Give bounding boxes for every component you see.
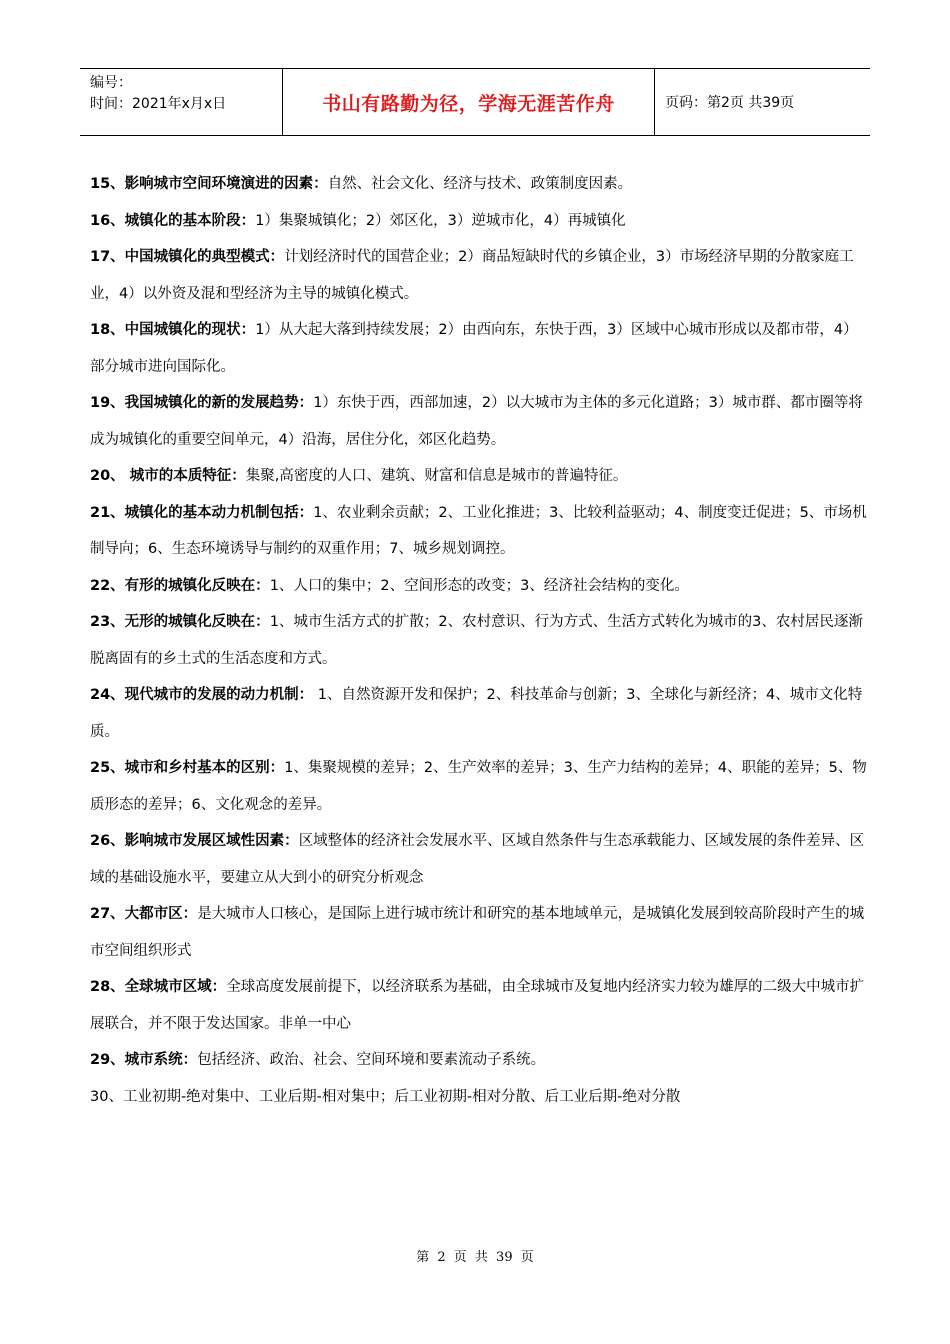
motto-text: 书山有路勤为径，学海无涯苦作舟 <box>322 92 615 115</box>
header-motto-cell <box>282 69 655 135</box>
item-heading: 22、有形的城镇化反映在： <box>90 577 270 594</box>
list-item <box>90 969 870 1042</box>
item-heading: 29、城市系统： <box>90 1052 198 1068</box>
item-heading: 16、城镇化的基本阶段： <box>90 212 256 229</box>
item-heading: 26、影响城市发展区域性因素： <box>90 833 299 849</box>
document-body <box>90 166 870 1115</box>
item-heading: 15、影响城市空间环境演进的因素： <box>90 176 328 192</box>
item-text: 30、工业初期-绝对集中、工业后期-相对集中；后工业初期-相对分散、后工业后期-绝对分散 <box>90 1088 681 1105</box>
item-heading: 24、现代城市的发展的动力机制： <box>90 687 314 703</box>
header-left-cell <box>80 69 282 135</box>
list-item <box>90 604 870 677</box>
item-text: 1）集聚城镇化；2）郊区化，3）逆城市化，4）再城镇化 <box>255 212 626 229</box>
item-text: 1）从大起大落到持续发展；2）由西向东，东快于西，3）区域中心城市形成以及都市带，4）部分城市进向国际化。 <box>90 322 858 375</box>
item-heading: 27、大都市区： <box>90 906 198 922</box>
item-heading: 19、我国城镇化的新的发展趋势： <box>90 395 314 411</box>
item-heading: 18、中国城镇化的现状： <box>90 322 256 338</box>
item-text: 1、集聚规模的差异；2、生产效率的差异；3、生产力结构的差异；4、职能的差异；5、物质形态的差异；6、文化观念的差异。 <box>90 760 867 813</box>
list-item <box>90 495 870 568</box>
item-text: 1、农业剩余贡献；2、工业化推进；3、比较利益驱动；4、制度变迁促进；5、市场机制导向；6、生态环境诱导与制约的双重作用；7、城乡规划调控。 <box>90 504 867 557</box>
item-text: 是大城市人口核心，是国际上进行城市统计和研究的基本地域单元，是城镇化发展到较高阶段时产生的城市空间组织形式 <box>90 906 865 959</box>
list-item <box>90 239 870 312</box>
list-item <box>90 750 870 823</box>
item-text: 集聚,高密度的人口、建筑、财富和信息是城市的普遍特征。 <box>245 468 628 484</box>
list-item <box>90 1079 870 1116</box>
footer-page-number: 第 2 页 共 39 页 <box>416 1250 534 1265</box>
item-heading: 28、全球城市区域： <box>90 979 227 995</box>
list-item <box>90 203 870 240</box>
item-text: 区域整体的经济社会发展水平、区域自然条件与生态承载能力、区域发展的条件差异、区域的基础设施水平，要建立从大到小的研究分析观念 <box>90 833 865 886</box>
item-heading: 21、城镇化的基本动力机制包括： <box>90 504 314 521</box>
item-text: 计划经济时代的国营企业；2）商品短缺时代的乡镇企业，3）市场经济早期的分散家庭工业，4）以外资及混和型经济为主导的城镇化模式。 <box>90 249 854 302</box>
item-heading: 17、中国城镇化的典型模式： <box>90 249 285 265</box>
item-text: 自然、社会文化、经济与技术、政策制度因素。 <box>327 176 633 192</box>
item-text: 1、自然资源开发和保护；2、科技革命与创新；3、全球化与新经济；4、城市文化特质。 <box>90 687 863 740</box>
list-item <box>90 166 870 203</box>
list-item <box>90 1042 870 1079</box>
serial-label: 编号： <box>90 75 132 91</box>
list-item <box>90 458 870 495</box>
item-heading: 25、城市和乡村基本的区别： <box>90 760 285 776</box>
list-item <box>90 896 870 969</box>
header-page-cell <box>655 69 870 135</box>
page-info: 页码：第2页 共39页 <box>665 95 795 111</box>
list-item <box>90 823 870 896</box>
item-text: 1、城市生活方式的扩散；2、农村意识、行为方式、生活方式转化为城市的3、农村居民逐渐脱离固有的乡土式的生活态度和方式。 <box>90 614 863 667</box>
list-item <box>90 568 870 605</box>
list-item <box>90 312 870 385</box>
page-header <box>80 68 870 136</box>
list-item <box>90 385 870 458</box>
item-text: 1）东快于西，西部加速，2）以大城市为主体的多元化道路；3）城市群、都市圈等将成为城镇化的重要空间单元，4）沿海，居住分化，郊区化趋势。 <box>90 395 863 448</box>
item-heading: 20、 城市的本质特征： <box>90 468 246 484</box>
list-item <box>90 677 870 750</box>
item-text: 包括经济、政治、社会、空间环境和要素流动子系统。 <box>197 1052 546 1068</box>
page-footer <box>0 1246 950 1265</box>
time-label: 时间：2021年x月x日 <box>90 96 227 112</box>
item-text: 全球高度发展前提下，以经济联系为基础，由全球城市及复地内经济实力较为雄厚的二级大中城市扩展联合，并不限于发达国家。非单一中心 <box>90 979 865 1032</box>
item-heading: 23、无形的城镇化反映在： <box>90 614 270 630</box>
item-text: 1、人口的集中；2、空间形态的改变；3、经济社会结构的变化。 <box>269 577 689 594</box>
